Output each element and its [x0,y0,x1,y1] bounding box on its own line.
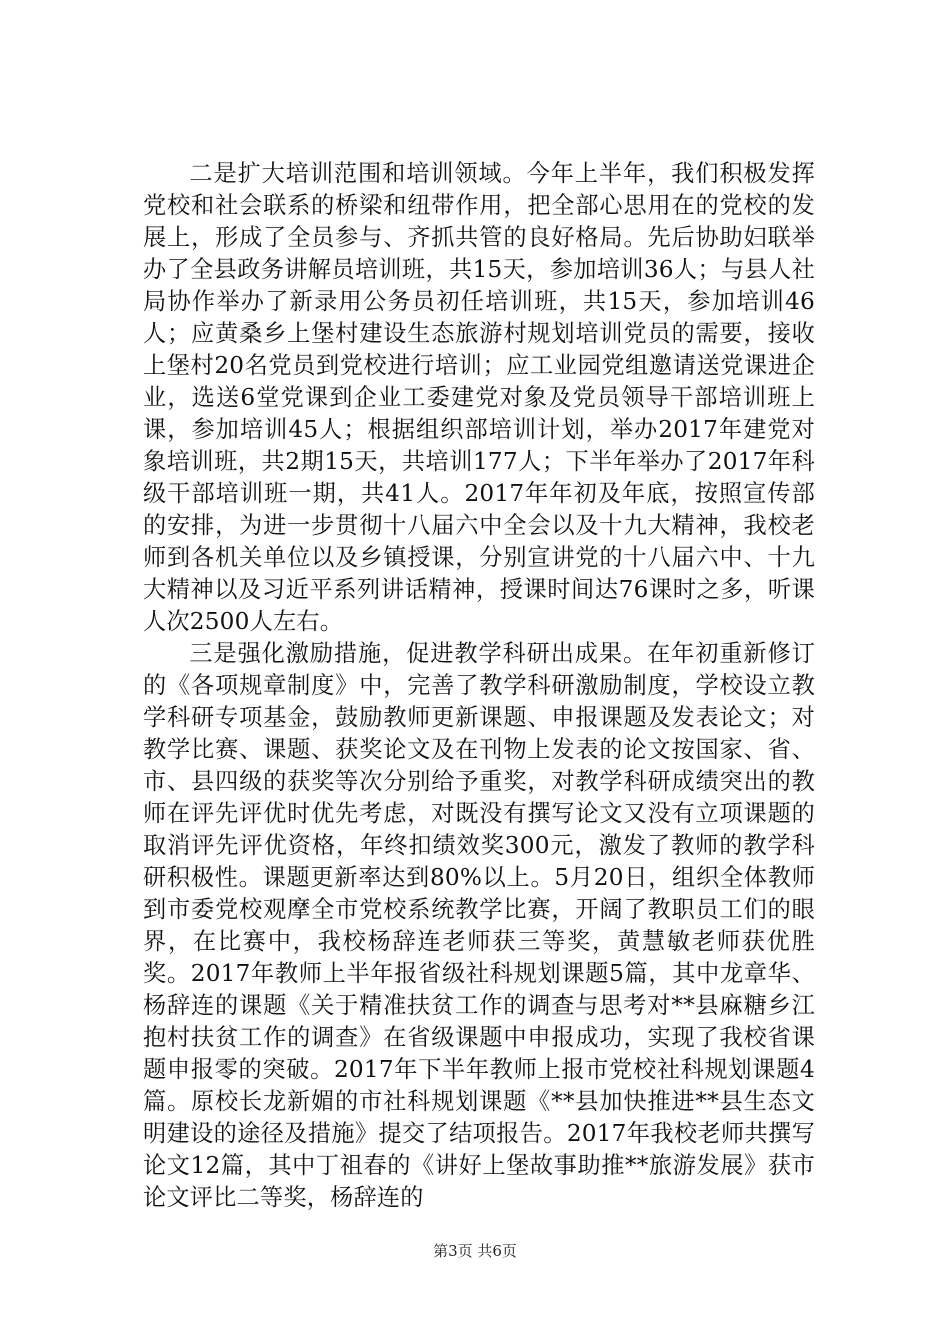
page-number-footer: 第3页 共6页 [433,1242,517,1260]
paragraph-research-incentives: 三是强化激励措施，促进教学科研出成果。在年初重新修订的《各项规章制度》中，完善了教学科研激励制度，学校设立教学科研专项基金，鼓励教师更新课题、申报课题及发表论文；对教学比赛、课题、获奖论文及在刊物上发表的论文按国家、省、市、县四级的获奖等次分别给予重奖，对教学科研成绩突出的教师在评先评优时优先考虑，对既没有撰写论文又没有立项课题的取消评先评优资格，年终扣绩效奖300元，激发了教师的教学科研积极性。课题更新率达到80%以上。5月20日，组织全体教师到市委党校观摩全市党校系统教学比赛，开阔了教职员工们的眼界，在比赛中，我校杨辞连老师获三等奖，黄慧敏老师获优胜奖。2017年教师上半年报省级社科规划课题5篇，其中龙章华、杨辞连的课题《关于精准扶贫工作的调查与思考对**县麻糖乡江抱村扶贫工作的调查》在省级课题中申报成功，实现了我校省课题申报零的突破。2017年下半年教师上报市党校社科规划课题4篇。原校长龙新媚的市社科规划课题《**县加快推进**县生态文明建设的途径及措施》提交了结项报告。2017年我校老师共撰写论文12篇，其中丁祖春的《讲好上堡故事助推**旅游发展》获市论文评比二等奖，杨辞连的 [143,640,815,1211]
paragraph-training-scope: 二是扩大培训范围和培训领域。今年上半年，我们积极发挥党校和社会联系的桥梁和纽带作用，把全部心思用在的党校的发展上，形成了全员参与、齐抓共管的良好格局。先后协助妇联举办了全县政务讲解员培训班，共15天，参加培训36人；与县人社局协作举办了新录用公务员初任培训班，共15天，参加培训46人；应黄桑乡上堡村建设生态旅游村规划培训党员的需要，接收上堡村20名党员到党校进行培训；应工业园党组邀请送党课进企业，选送6堂党课到企业工委建党对象及党员领导干部培训班上课，参加培训45人；根据组织部培训计划，举办2017年建党对象培训班，共2期15天，共培训177人；下半年举办了2017年科级干部培训班一期，共41人。2017年年初及年底，按照宣传部的安排，为进一步贯彻十八届六中全会以及十九大精神，我校老师到各机关单位以及乡镇授课，分别宣讲党的十八届六中、十九大精神以及习近平系列讲话精神，授课时间达76课时之多，听课人次2500人左右。 [143,160,815,635]
document-body [143,158,815,1214]
